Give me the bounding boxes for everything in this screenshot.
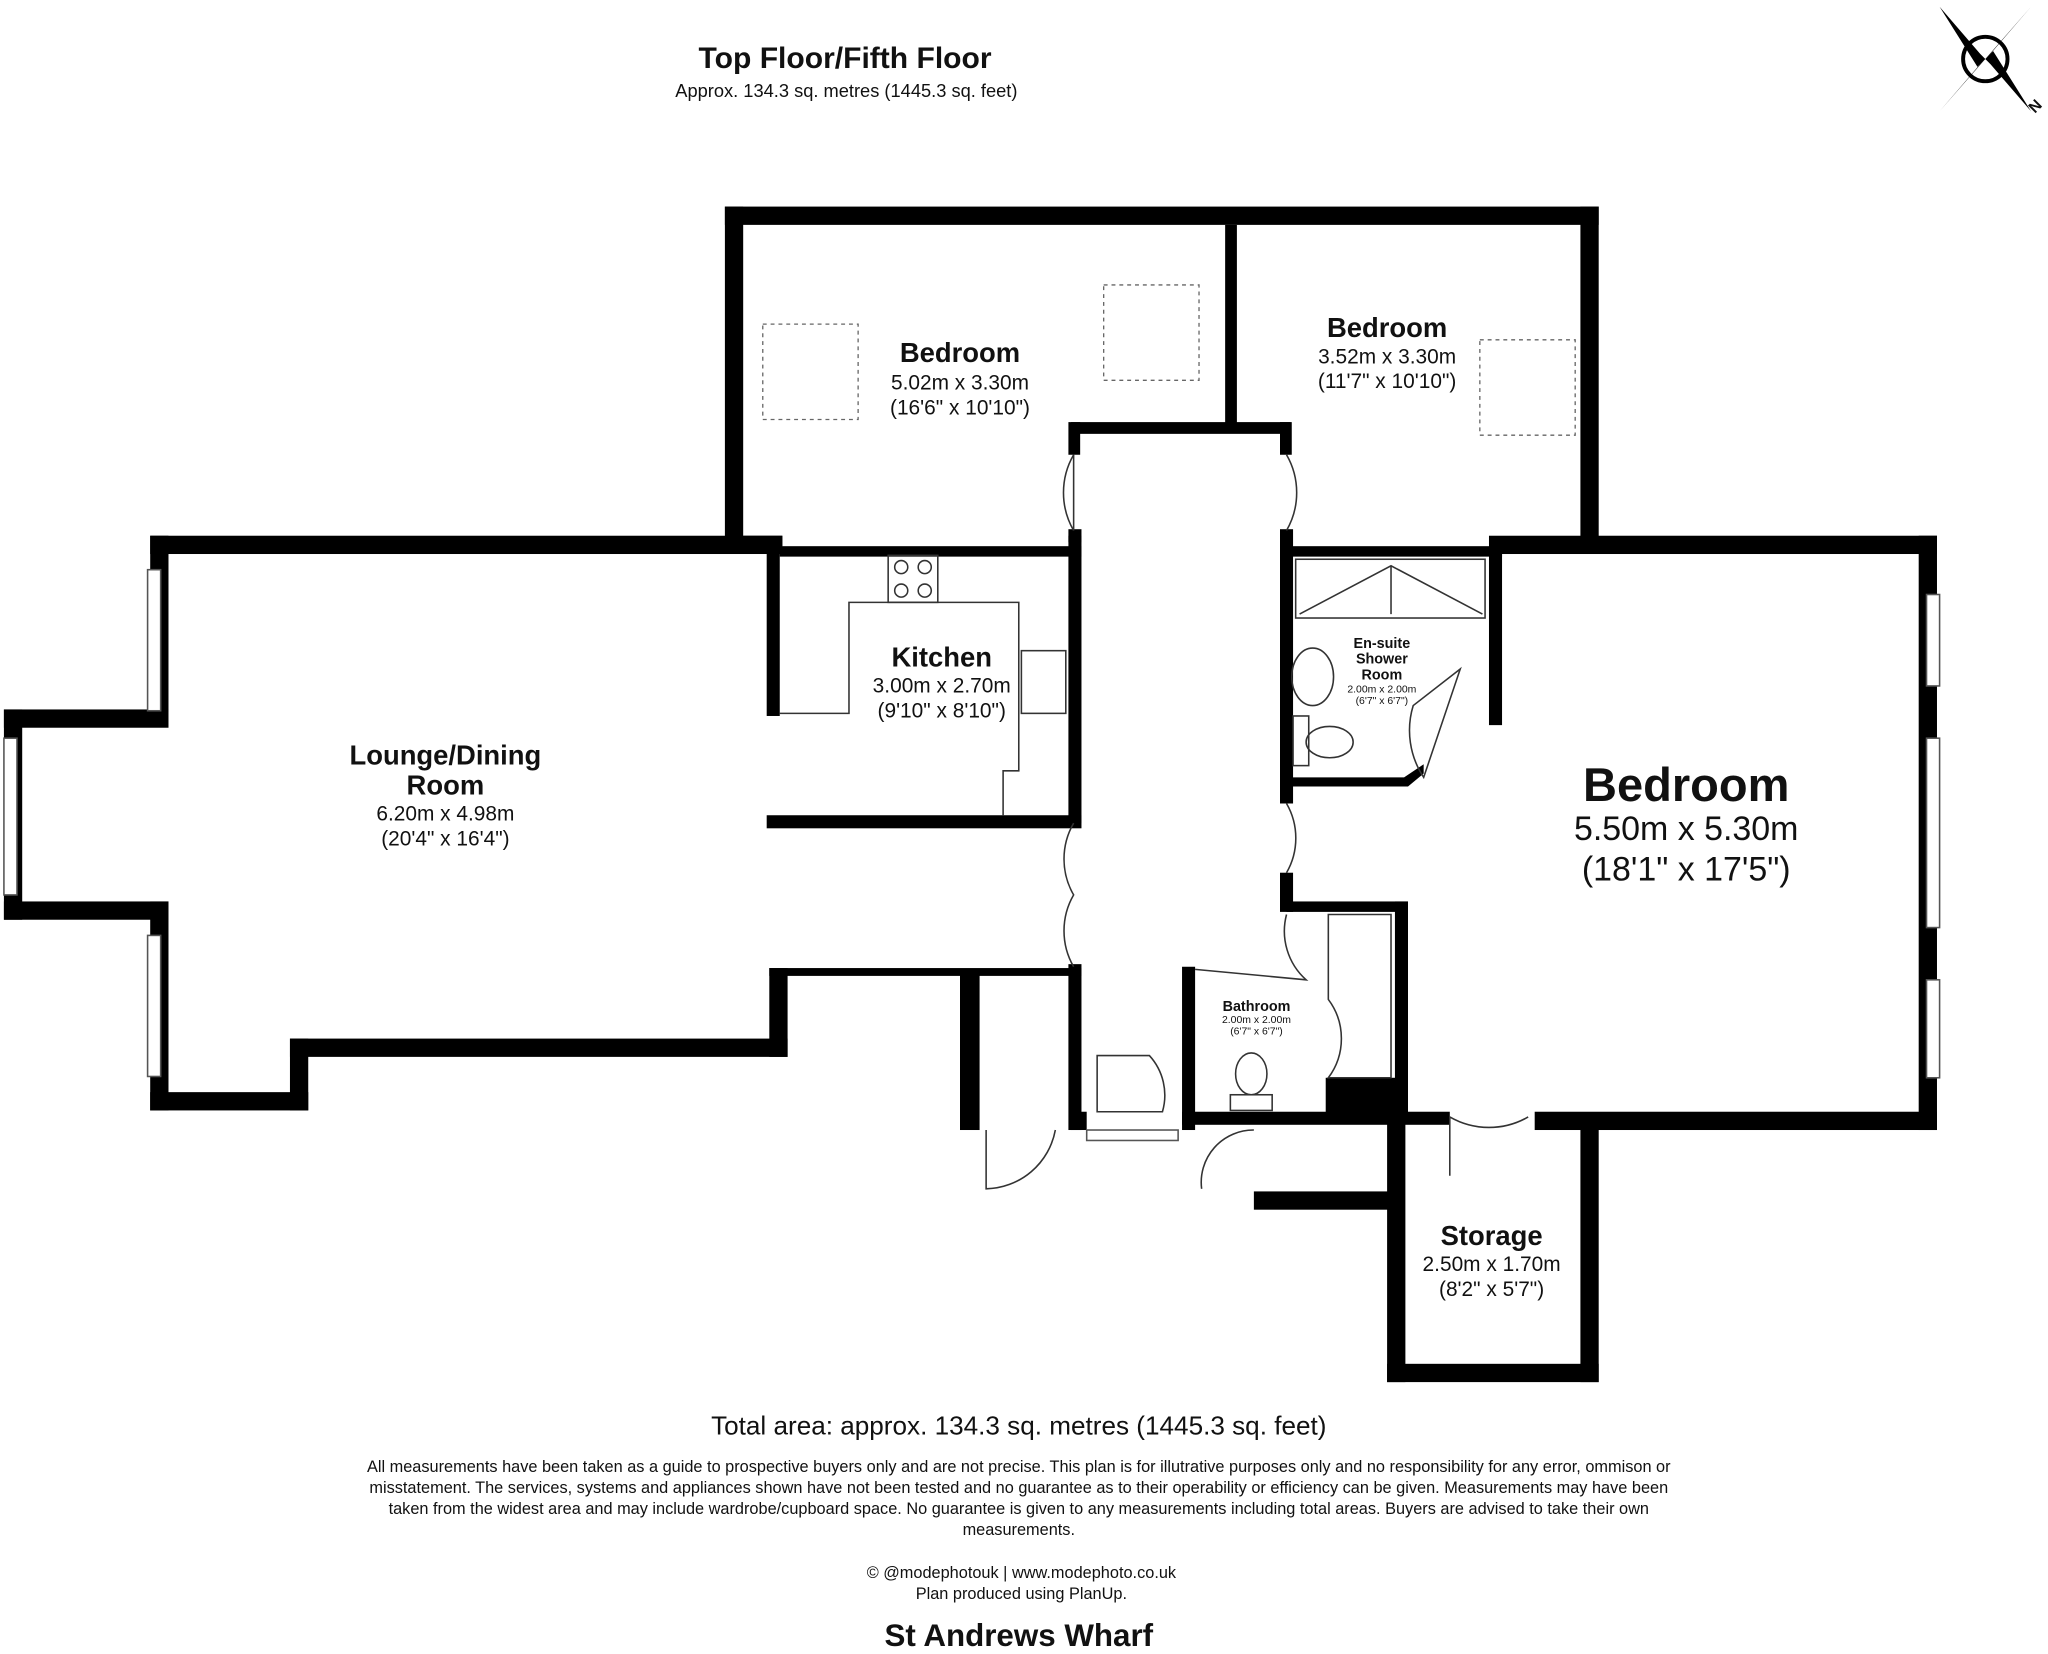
fixtures [763, 285, 1575, 1110]
svg-text:Lounge/Dining: Lounge/Dining [349, 739, 542, 771]
svg-text:(6'7" x 6'7"): (6'7" x 6'7") [1230, 1026, 1283, 1038]
svg-text:6.20m x 4.98m: 6.20m x 4.98m [376, 802, 515, 826]
credit: © @modephotouk | www.modephoto.co.uk [866, 1564, 1177, 1583]
svg-text:Storage: Storage [1440, 1219, 1543, 1251]
room-lounge [349, 739, 541, 850]
svg-text:(11'7" x 10'10"): (11'7" x 10'10") [1317, 370, 1457, 394]
sink-icon [1021, 651, 1065, 714]
disclaimer-line: measurements. [962, 1520, 1075, 1539]
svg-text:2.00m x 2.00m: 2.00m x 2.00m [1347, 684, 1417, 696]
floor-title: Top Floor/Fifth Floor [698, 42, 992, 76]
svg-text:Room: Room [406, 769, 485, 801]
svg-text:Bedroom: Bedroom [1583, 757, 1790, 811]
svg-text:3.52m x 3.30m: 3.52m x 3.30m [1318, 345, 1457, 369]
svg-text:2.00m x 2.00m: 2.00m x 2.00m [1221, 1014, 1292, 1026]
produced-by: Plan produced using PlanUp. [915, 1584, 1128, 1603]
room-bedroom-a [890, 337, 1030, 419]
svg-text:Bathroom: Bathroom [1222, 999, 1291, 1016]
bathroom-toilet-icon [1230, 1053, 1272, 1110]
disclaimer-line: taken from the widest area and may include wardrobe/cupboard space. No guarantee is given to any measurements including total areas. Buyers are advised to take their own [388, 1500, 1649, 1519]
svg-text:3.00m x 2.70m: 3.00m x 2.70m [872, 674, 1011, 698]
room-master-bedroom [1574, 758, 1798, 889]
svg-text:(20'4" x 16'4"): (20'4" x 16'4") [381, 827, 510, 851]
room-bathroom [1222, 999, 1291, 1038]
svg-text:2.50m x 1.70m: 2.50m x 1.70m [1422, 1253, 1561, 1277]
shower-tray-icon [1296, 559, 1485, 618]
svg-text:(9'10" x 8'10"): (9'10" x 8'10") [877, 699, 1006, 723]
bath-icon [1328, 915, 1391, 1078]
svg-text:Room: Room [1361, 667, 1403, 684]
room-kitchen [873, 641, 1011, 722]
svg-text:5.50m x 5.30m: 5.50m x 5.30m [1573, 810, 1799, 849]
svg-text:N: N [2025, 96, 2046, 117]
disclaimer-line: All measurements have been taken as a guide to prospective buyers only and are not precise. This plan is for illutrative purposes only and no responsibility for any error, ommison or [366, 1458, 1671, 1477]
svg-text:(18'1" x 17'5"): (18'1" x 17'5") [1581, 850, 1791, 889]
svg-text:Bedroom: Bedroom [899, 337, 1021, 369]
room-bedroom-b [1318, 312, 1456, 393]
disclaimer-line: misstatement. The services, systems and appliances shown have not been tested and no guarantee as to their operability or efficiency can be given. Measurements may have been [369, 1479, 1669, 1498]
footer [367, 1410, 1671, 1653]
svg-text:(6'7" x 6'7"): (6'7" x 6'7") [1355, 696, 1409, 708]
room-storage [1423, 1220, 1561, 1301]
svg-text:Shower: Shower [1355, 651, 1408, 668]
svg-text:(8'2" x 5'7"): (8'2" x 5'7") [1439, 1277, 1545, 1301]
basin-icon [1292, 648, 1334, 705]
compass-icon [1940, 7, 2046, 117]
total-area: Total area: approx. 134.3 sq. metres (1445.3 sq. feet) [711, 1410, 1327, 1441]
svg-text:Kitchen: Kitchen [891, 641, 992, 673]
svg-text:(16'6" x 10'10"): (16'6" x 10'10") [890, 396, 1030, 420]
property-name: St Andrews Wharf [884, 1617, 1154, 1653]
svg-text:En-suite: En-suite [1353, 636, 1411, 653]
hob-icon [888, 555, 938, 602]
floor-area: Approx. 134.3 sq. metres (1445.3 sq. feet) [675, 79, 1018, 101]
svg-text:5.02m x 3.30m: 5.02m x 3.30m [890, 371, 1030, 395]
room-ensuite [1347, 636, 1416, 707]
svg-text:Bedroom: Bedroom [1326, 312, 1448, 344]
toilet-icon [1293, 716, 1353, 766]
